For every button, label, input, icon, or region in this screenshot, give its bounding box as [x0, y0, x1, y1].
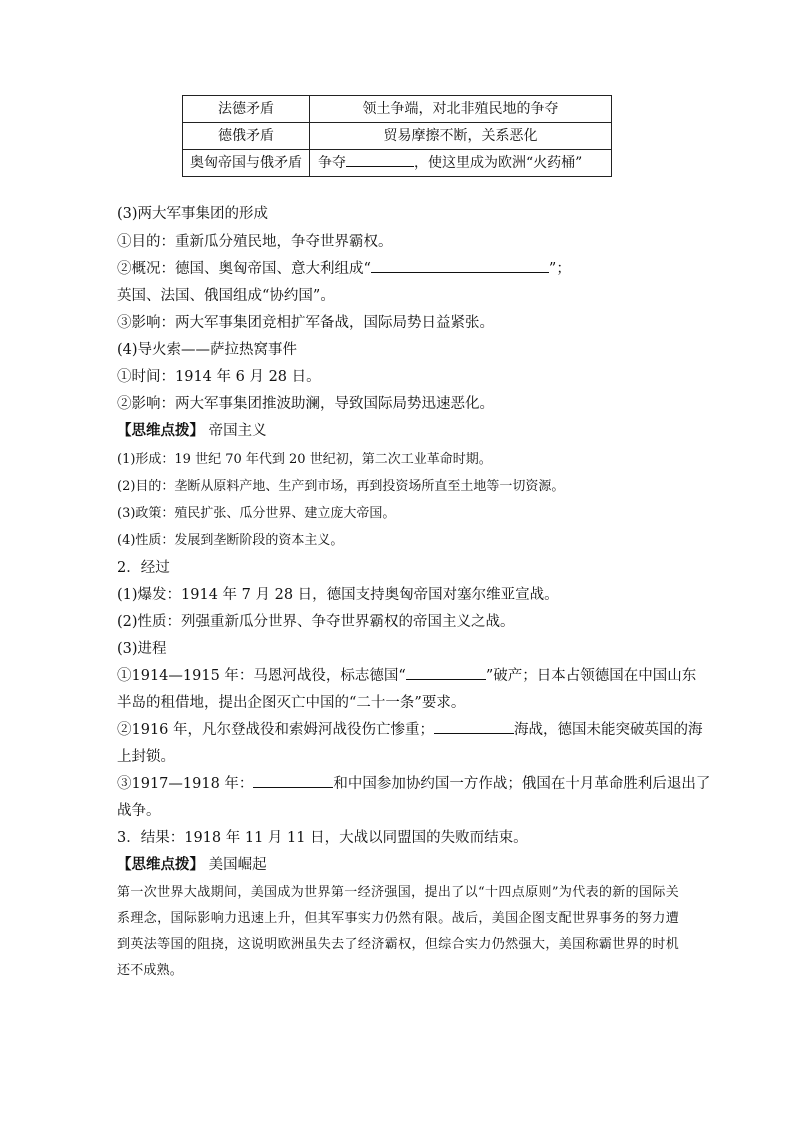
section-heading: (4)导火索——萨拉热窝事件 [117, 342, 298, 358]
think-heading [117, 855, 267, 875]
conflicts-table [182, 95, 612, 177]
table-row [183, 123, 612, 150]
think-paragraph: 第一次世界大战期间，美国成为世界第一经济强国，提出了以“十四点原则”为代表的新的国际关系理念，国际影响力迅速上升，但其军事实力仍然有限。战后，美国企图支配世界事务的努力遭到英法等国的阻挠，这说明欧洲虽失去了经济霸权，但综合实力仍然强大，美国称霸世界的时机还不成熟。 [117, 885, 679, 978]
table-cell [310, 150, 612, 177]
text-line: ①目的：重新瓜分殖民地，争夺世界霸权。 [117, 234, 393, 250]
text-line: ③影响：两大军事集团竞相扩军备战，国际局势日益紧张。 [117, 315, 494, 331]
text-line [117, 774, 710, 794]
text-before-blank: ①1914—1915 年：马恩河战役，标志德国“ [117, 668, 406, 684]
table-row [183, 96, 612, 123]
text-line: 英国、法国、俄国组成“协约国”。 [117, 288, 335, 304]
fill-in-blank[interactable] [434, 721, 514, 734]
fill-in-blank[interactable] [346, 154, 414, 167]
text-line: (3)进程 [117, 641, 167, 657]
text-before-blank: ②1916 年，凡尔登战役和索姆河战役伤亡惨重； [117, 722, 435, 738]
cell-text-before: 争夺 [318, 155, 346, 171]
text-line: ②影响：两大军事集团推波助澜，导致国际局势迅速恶化。 [117, 396, 494, 412]
table-cell: 领土争端，对北非殖民地的争夺 [310, 96, 612, 123]
text-before-blank: ②概况：德国、奥匈帝国、意大利组成“ [117, 261, 371, 277]
text-after-blank: ”破产；日本占领德国在中国山东 [485, 668, 697, 684]
text-line: ①时间：1914 年 6 月 28 日。 [117, 369, 321, 385]
fill-in-blank[interactable] [253, 775, 333, 788]
text-line [117, 666, 696, 686]
text-line: 半岛的租借地，提出企图灭亡中国的“二十一条”要求。 [117, 695, 466, 711]
table-cell: 贸易摩擦不断，关系恶化 [310, 123, 612, 150]
think-tag: 【思维点拨】 [117, 856, 204, 873]
text-line [117, 259, 571, 279]
text-line [117, 720, 703, 740]
text-after-blank: 和中国参加协约国一方作战；俄国在十月革命胜利后退出了 [333, 776, 711, 792]
text-line: 上封锁。 [117, 749, 175, 765]
think-tag: 【思维点拨】 [117, 422, 204, 439]
section-heading: (3)两大军事集团的形成 [117, 206, 269, 222]
section-heading: 2．经过 [117, 560, 170, 576]
think-title: 美国崛起 [208, 857, 267, 873]
table-cell: 德俄矛盾 [183, 123, 310, 150]
fill-in-blank[interactable] [406, 667, 486, 680]
table-row [183, 150, 612, 177]
text-line: 战争。 [117, 803, 161, 819]
list-item: (3)政策：殖民扩张、瓜分世界、建立庞大帝国。 [117, 506, 396, 521]
table-cell: 奥匈帝国与俄矛盾 [183, 150, 310, 177]
text-line: (1)爆发：1914 年 7 月 28 日，德国支持奥匈帝国对塞尔维亚宣战。 [117, 587, 559, 603]
cell-text-after: ，使这里成为欧洲“火药桶” [414, 155, 583, 171]
think-heading [117, 421, 267, 441]
list-item: (1)形成：19 世纪 70 年代到 20 世纪初，第二次工业革命时期。 [117, 452, 492, 467]
table-cell: 法德矛盾 [183, 96, 310, 123]
text-after-blank: ”； [548, 261, 571, 277]
text-after-blank: 海战，德国未能突破英国的海 [514, 722, 703, 738]
text-line: (2)性质：列强重新瓜分世界、争夺世界霸权的帝国主义之战。 [117, 614, 515, 630]
text-line: 3．结果：1918 年 11 月 11 日，大战以同盟国的失败而结束。 [117, 830, 528, 846]
list-item: (2)目的：垄断从原料产地、生产到市场，再到投资场所直至土地等一切资源。 [117, 479, 565, 494]
think-title: 帝国主义 [208, 423, 267, 439]
fill-in-blank[interactable] [371, 260, 549, 273]
text-before-blank: ③1917—1918 年： [117, 776, 254, 792]
list-item: (4)性质：发展到垄断阶段的资本主义。 [117, 533, 344, 548]
